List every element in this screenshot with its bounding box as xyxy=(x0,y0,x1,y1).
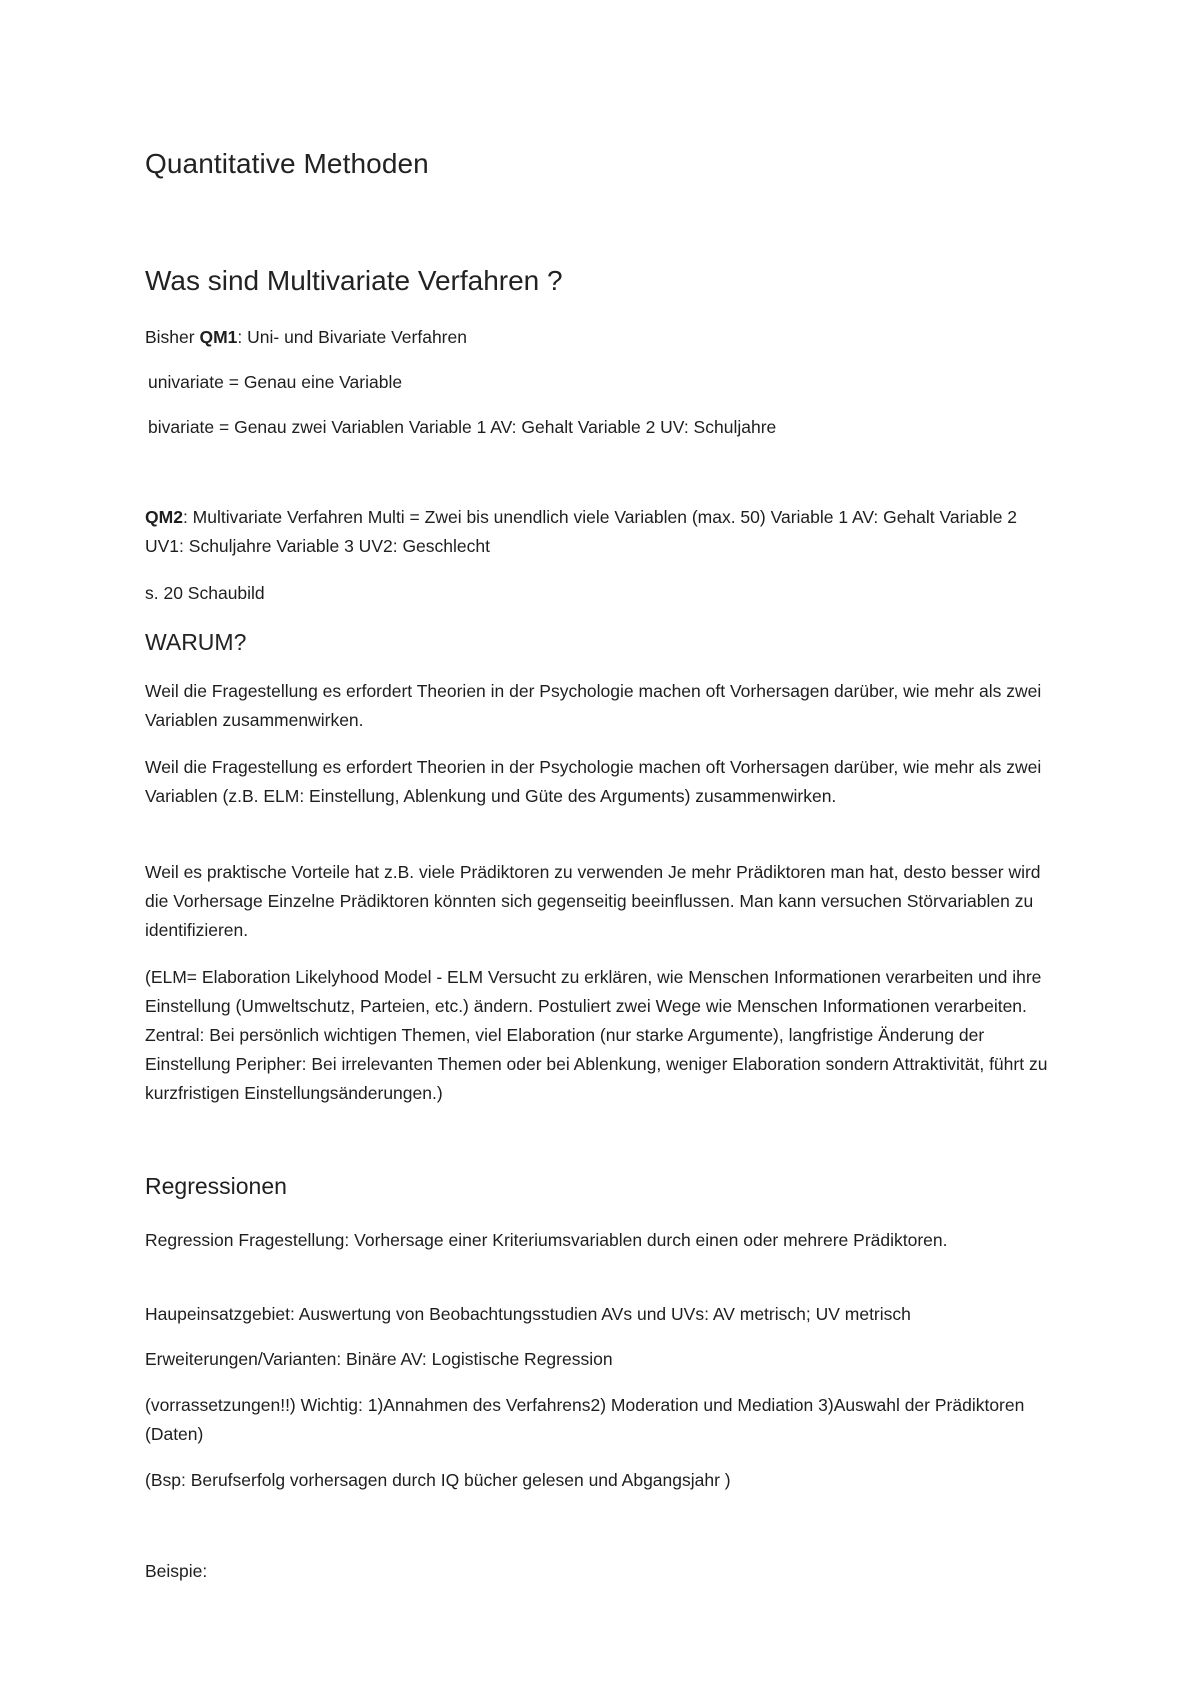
section-heading-warum: WARUM? xyxy=(145,629,247,655)
warum-paragraph-3: Weil es praktische Vorteile hat z.B. viele Prädiktoren zu verwenden Je mehr Prädiktoren man hat, desto besser wird die Vorhersage Einzelne Prädiktoren könnten sich gegenseitig beeinflussen. Man kann versuchen Störvariablen zu identifizieren. xyxy=(145,862,1041,940)
qm1-label: QM1 xyxy=(199,327,238,347)
beispiel-line: Beispie: xyxy=(145,1561,208,1581)
section-heading-multivariate: Was sind Multivariate Verfahren ? xyxy=(145,265,563,296)
regression-paragraph-1: Regression Fragestellung: Vorhersage einer Kriteriumsvariablen durch einen oder mehrere Prädiktoren. xyxy=(145,1230,948,1250)
section-heading-regressionen: Regressionen xyxy=(145,1173,287,1199)
regression-paragraph-4: (vorrassetzungen!!) Wichtig: 1)Annahmen des Verfahrens2) Moderation und Mediation 3)Auswahl der Prädiktoren (Daten) xyxy=(145,1395,1025,1444)
univariate-line: univariate = Genau eine Variable xyxy=(148,372,403,392)
qm2-label: QM2 xyxy=(145,507,183,527)
bivariate-line: bivariate = Genau zwei Variablen Variable 1 AV: Gehalt Variable 2 UV: Schuljahre xyxy=(148,417,777,437)
qm1-rest: : Uni- und Bivariate Verfahren xyxy=(237,327,467,347)
qm1-prefix: Bisher xyxy=(145,327,200,347)
qm2-rest: : Multivariate Verfahren Multi = Zwei bis unendlich viele Variablen (max. 50) Variable 1 AV: Gehalt Variable 2 UV1: Schuljahre Variable 3 UV2: Geschlecht xyxy=(145,507,1018,556)
warum-paragraph-1: Weil die Fragestellung es erfordert Theorien in der Psychologie machen oft Vorhersagen darüber, wie mehr als zwei Variablen zusammenwirken. xyxy=(145,681,1042,730)
regression-paragraph-3: Erweiterungen/Varianten: Binäre AV: Logistische Regression xyxy=(145,1349,613,1369)
elm-paragraph: (ELM= Elaboration Likelyhood Model - ELM Versucht zu erklären, wie Menschen Informationen verarbeiten und ihre Einstellung (Umweltschutz, Parteien, etc.) ändern. Postuliert zwei Wege wie Menschen Informationen verarbeiten. Zentral: Bei persönlich wichtigen Themen, viel Elaboration (nur starke Argumente), langfristige Änderung der Einstellung Peripher: Bei irrelevanten Themen oder bei Ablenkung, weniger Elaboration sondern Attraktivität, führt zu kurzfristigen Einstellungsänderungen.) xyxy=(145,967,1048,1103)
qm1-line xyxy=(145,323,1060,352)
qm2-paragraph xyxy=(145,503,1060,561)
schaubild-line: s. 20 Schaubild xyxy=(145,583,265,603)
regression-paragraph-5: (Bsp: Berufserfolg vorhersagen durch IQ bücher gelesen und Abgangsjahr ) xyxy=(145,1470,731,1490)
regression-paragraph-2: Haupeinsatzgebiet: Auswertung von Beobachtungsstudien AVs und UVs: AV metrisch; UV metrisch xyxy=(145,1304,911,1324)
document-title: Quantitative Methoden xyxy=(145,148,429,179)
warum-paragraph-2: Weil die Fragestellung es erfordert Theorien in der Psychologie machen oft Vorhersagen darüber, wie mehr als zwei Variablen (z.B. ELM: Einstellung, Ablenkung und Güte des Arguments) zusammenwirken. xyxy=(145,757,1042,806)
